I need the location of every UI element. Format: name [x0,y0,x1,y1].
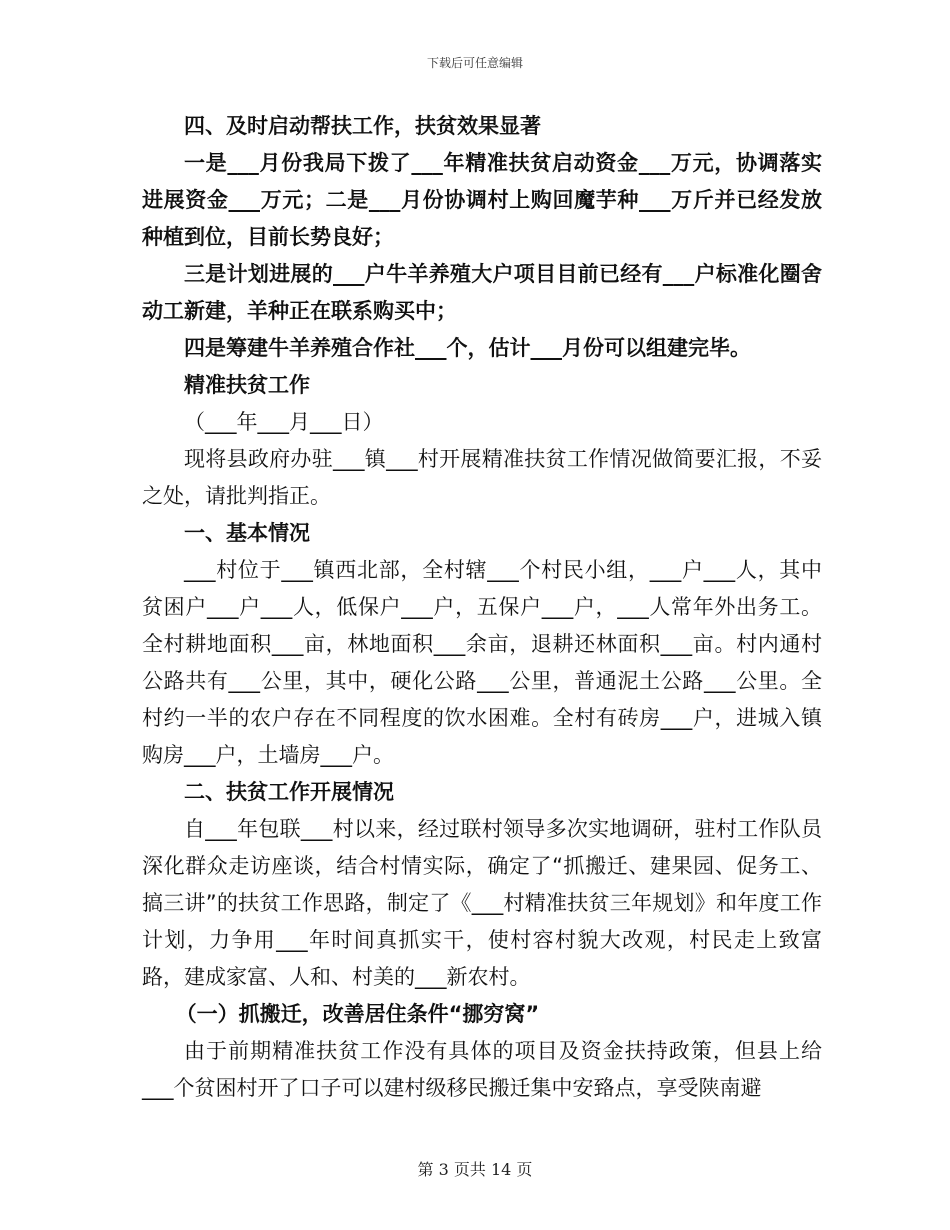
paragraph: ___村位于___镇西北部，全村辖___个村民小组，___户___人，其中贫困户___户___人，低保户___户，五保户___户，___人常年外出务工。全村耕地面积___亩，林地面积___余亩，退耕还林面积___亩。村内通村公路共有___公里，其中，硬化公路___公里，普通泥土公路___公里。全村约一半的农户存在不同程度的饮水困难。全村有砖房___户，进城入镇购房___户，土墙房___户。 [142,558,822,767]
paragraph: 自___年包联___村以来，经过联村领导多次实地调研，驻村工作队员深化群众走访座谈，结合村情实际，确定了“抓搬迁、建果园、促务工、搞三讲”的扶贫工作思路，制定了《___村精准扶贫三年规划》和年度工作计划，力争用___年时间真抓实干，使村容村貌大改观，村民走上致富路，建成家富、人和、村美的___新农村。 [142,817,822,989]
section-heading-4: 四、及时启动帮扶工作，扶贫效果显著 [184,114,541,138]
document-body [142,108,822,1107]
subsection-heading-1: （一）抓搬迁，改善居住条件“挪穷窝” [175,1002,540,1026]
section-heading-1: 一、基本情况 [184,521,310,545]
date-line: （___年___月___日） [184,410,384,434]
paragraph: 现将县政府办驻___镇___村开展精准扶贫工作情况做简要汇报，不妥之处，请批判指正。 [142,447,822,508]
paragraph: 三是计划进展的___户牛羊养殖大户项目目前已经有___户标准化圈舍动工新建，羊种正在联系购买中； [142,262,822,323]
document-title: 精准扶贫工作 [184,373,310,397]
paragraph: 由于前期精准扶贫工作没有具体的项目及资金扶持政策，但县上给___个贫困村开了口子可以建村级移民搬迁集中安臵点，享受陕南避 [142,1039,822,1100]
page-footer: 第 3 页共 14 页 [417,1160,533,1179]
paragraph: 一是___月份我局下拨了___年精准扶贫启动资金___万元，协调落实进展资金___万元；二是___月份协调村上购回魔芋种___万斤并已经发放种植到位，目前长势良好； [142,151,822,249]
paragraph: 四是筹建牛羊养殖合作社___个，估计___月份可以组建完毕。 [184,336,751,360]
section-heading-2: 二、扶贫工作开展情况 [184,780,394,804]
page-header: 下载后可任意编辑 [426,56,523,70]
